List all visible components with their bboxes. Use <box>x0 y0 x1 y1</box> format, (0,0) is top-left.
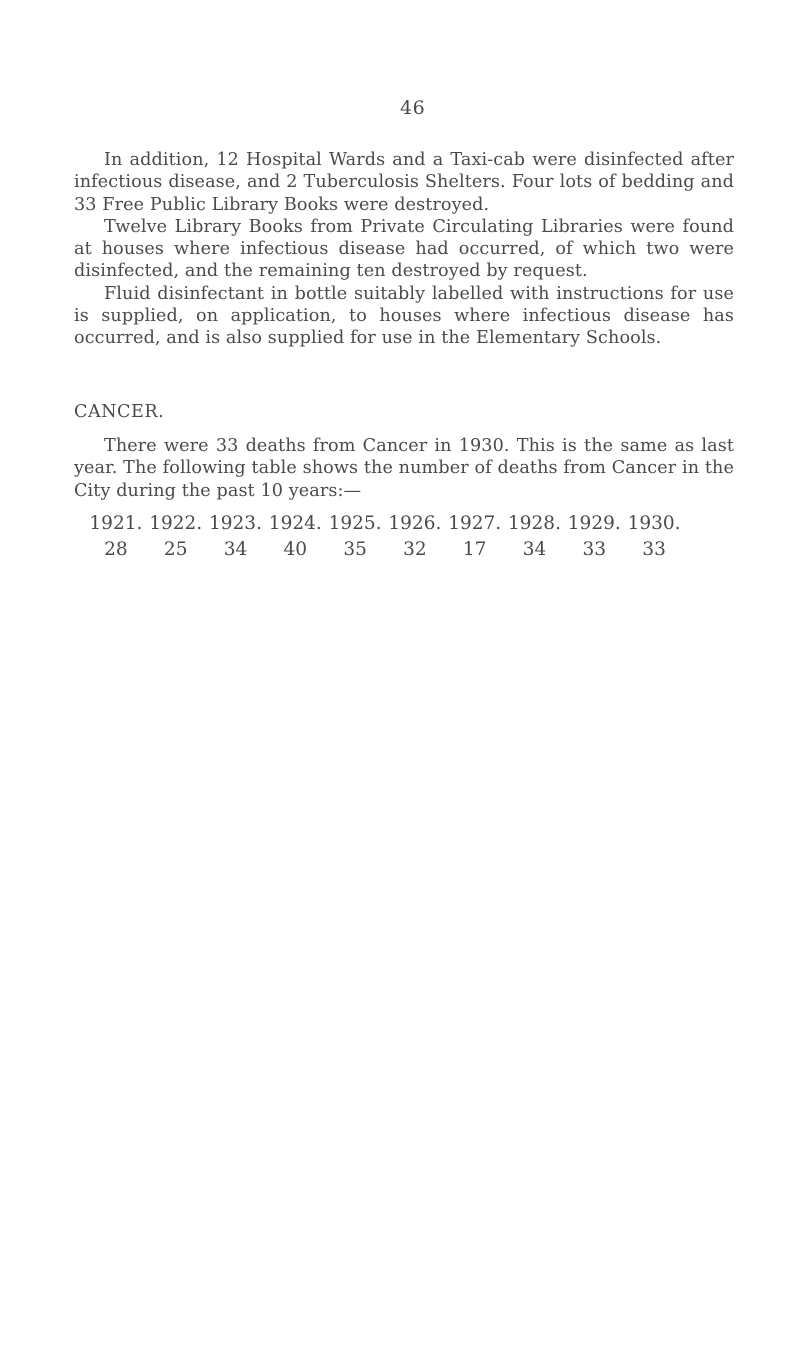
year-cell: 1925. <box>328 512 382 534</box>
year-cell: 1921. <box>89 512 143 534</box>
deaths-cell: 17 <box>462 538 487 560</box>
year-cell: 1926. <box>388 512 442 534</box>
deaths-cell: 33 <box>582 538 607 560</box>
table-row-deaths <box>86 537 684 563</box>
section-heading-cancer: CANCER. <box>74 401 165 422</box>
year-cell: 1924. <box>268 512 322 534</box>
year-cell: 1930. <box>627 512 681 534</box>
paragraph-disinfection: In addition, 12 Hospital Wards and a Taxi-cab were disinfected after infectious disease, and 2 Tuberculosis Shelters. Four lots of bedding and 33 Free Public Library Books were destroyed. <box>74 150 734 215</box>
deaths-cell: 33 <box>642 538 666 560</box>
year-cell: 1923. <box>209 512 262 534</box>
paragraph-cancer-deaths: There were 33 deaths from Cancer in 1930. This is the same as last year. The following table shows the number of deaths from Cancer in the City during the past 10 years:— <box>74 435 734 501</box>
page-number: 46 <box>400 97 426 119</box>
year-cell: 1928. <box>507 512 561 534</box>
paragraph-fluid-disinfectant: Fluid disinfectant in bottle suitably labelled with instructions for use is supplied, on application, to houses where infectious disease has occurred, and is also supplied for use in the Elementary Schools. <box>74 283 734 349</box>
deaths-cell: 34 <box>522 538 547 560</box>
deaths-cell: 34 <box>223 538 248 560</box>
year-cell: 1922. <box>149 512 203 534</box>
year-cell: 1927. <box>448 512 502 534</box>
cancer-deaths-table <box>86 511 684 563</box>
table-row-years <box>86 511 684 537</box>
year-cell: 1929. <box>567 512 621 534</box>
paragraph-library-books: Twelve Library Books from Private Circulating Libraries were found at houses where infectious disease had occurred, of which two were disinfected, and the remaining ten destroyed by request. <box>74 216 734 282</box>
deaths-cell: 28 <box>104 538 128 560</box>
deaths-cell: 40 <box>283 538 308 560</box>
deaths-cell: 35 <box>343 538 367 560</box>
deaths-cell: 32 <box>403 538 427 560</box>
deaths-cell: 25 <box>163 538 188 560</box>
document-body <box>74 149 734 563</box>
